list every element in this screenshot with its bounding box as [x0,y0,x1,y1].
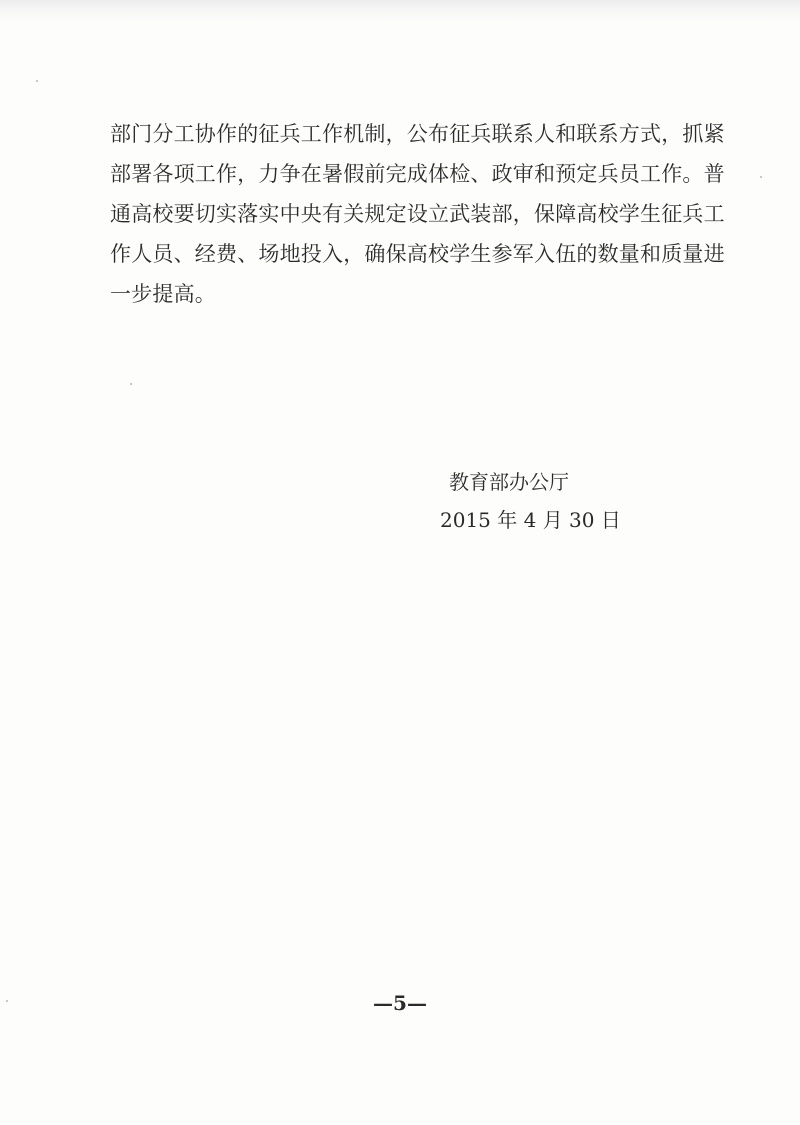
body-line-4: 作人员、经费、场地投入，确保高校学生参军入伍的数量和质量进 [110,242,725,266]
signature-block [440,463,660,539]
body-line-3: 通高校要切实落实中央有关规定设立武装部，保障高校学生征兵工 [110,202,725,226]
body-line-5: 一步提高。 [110,282,216,306]
scan-speck [760,176,762,178]
body-line-1: 部门分工协作的征兵工作机制，公布征兵联系人和联系方式，抓紧 [110,122,725,146]
scan-edge-shadow [0,0,800,22]
page-number: —5— [373,991,427,1015]
body-line-2: 部署各项工作，力争在暑假前完成体检、政审和预定兵员工作。普 [110,162,725,186]
scan-speck [6,1000,8,1002]
scan-speck [36,80,38,82]
scan-speck [130,383,132,385]
issue-date: 2015 年 4 月 30 日 [440,508,621,532]
body-paragraph [110,114,725,314]
issuing-organization: 教育部办公厅 [449,470,569,494]
